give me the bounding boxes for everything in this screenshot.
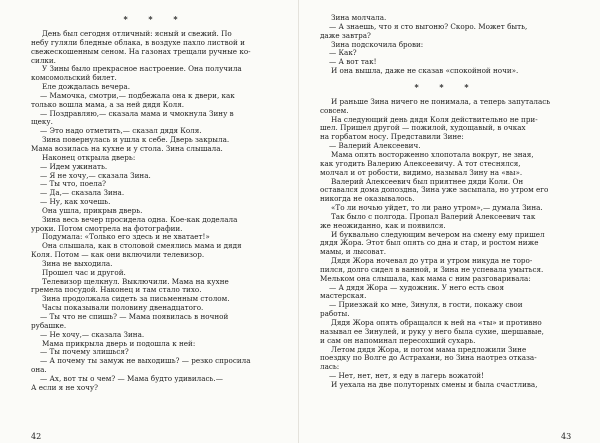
text-line: мастерская. <box>320 292 367 301</box>
text-line: щеку. <box>31 118 53 127</box>
text-line: — Ты почему злишься? <box>40 348 129 357</box>
text-line: же неожиданно, как и появился. <box>320 221 446 230</box>
book-gutter <box>298 0 299 443</box>
text-line: Она ушла, прикрыв дверь. <box>42 206 143 215</box>
text-line: — Мамочка, смотри,— подбежала она к двери, как <box>40 91 235 100</box>
text-line: Зина не выходила. <box>42 259 113 268</box>
text-line: День был сегодня отличный: ясный и свежий. По <box>42 30 232 38</box>
section-separator: * * * <box>414 81 478 92</box>
text-line: Дядя Жора ночевал до утра и утром никуда не торо- <box>331 257 533 266</box>
text-line: — Ты что, поела? <box>40 180 106 189</box>
left-page <box>31 14 279 439</box>
text-line: На следующий день дядя Коля действительно не при- <box>331 115 538 124</box>
text-line: Она слышала, как в столовой смеялись мама и дядя <box>42 242 242 251</box>
text-line: уроки. Потом смотрела на фотографии. <box>31 224 183 233</box>
text-line: работы. <box>320 310 350 319</box>
text-line: «То ли ночью уйдет, то ли рано утром»,— думала Зина. <box>331 204 543 213</box>
text-line: поездку по Волге до Астрахани, но Зина наотрез отказа- <box>320 354 537 363</box>
text-line: Так было с полгода. Пропал Валерий Алексеевич так <box>331 212 536 221</box>
text-line: Мельком она слышала, как мама с ним разговаривала: <box>320 274 531 283</box>
text-line: Мама опять восторженно хлопотала вокруг, не зная, <box>331 150 534 159</box>
text-line: — Ты что не спишь? — Мама появилась в ночной <box>40 313 229 321</box>
text-line: на горбатом носу. Представили Зине: <box>320 133 464 142</box>
text-line: только вошла мама, а за ней дядя Коля. <box>31 100 185 109</box>
text-line: оставался дома допоздна, Зина уже засыпала, но утром его <box>320 186 549 195</box>
right-page-text-top <box>320 14 572 76</box>
text-line: Валерий Алексеевич был приятнее дяди Коли. Он <box>331 177 524 186</box>
text-line: — А почему ты замуж не выходишь? — резко спросила <box>40 357 251 366</box>
text-line: И она вышла, даже не сказав «спокойной ночи». <box>331 67 519 76</box>
right-page <box>320 14 572 439</box>
text-line: — А знаешь, что я сто выгоню? Скоро. Может быть, <box>329 22 528 31</box>
text-line: Наконец открыла дверь: <box>42 153 136 162</box>
text-line: Зина молчала. <box>331 14 387 22</box>
text-line: комсомольский билет. <box>31 74 117 83</box>
text-line: Летом дядя Жора, и потом мама предложили Зине <box>331 345 527 354</box>
text-line: Зина продолжала сидеть за письменным столом. <box>42 295 230 304</box>
text-line: и сам он напоминал пересохший сухарь. <box>320 336 476 345</box>
text-line: — Ах, вот ты о чем? — Мама будто удивилась.— <box>40 374 223 383</box>
text-line: Мама возилась на кухне и у стола. Зина слышала. <box>31 144 223 153</box>
page-number-right: 43 <box>561 432 572 441</box>
text-line: даже завтра? <box>320 31 371 40</box>
text-line: Зина весь вечер просидела одна. Кое-как доделала <box>42 215 238 224</box>
text-line: Телевизор щелкнул. Выключили. Мама на кухне <box>42 277 229 286</box>
text-line: дядя Жора. Этот был опять со дна и стар, и ростом ниже <box>320 239 539 248</box>
text-line: — Ну, как хочешь. <box>40 198 111 207</box>
text-line: У Зины было прекрасное настроение. Она получила <box>42 65 242 74</box>
text-line: как угодить Валерию Алексеевичу. А тот стеснялся, <box>320 159 521 168</box>
text-line: никогда не оказывалось. <box>320 195 415 204</box>
right-page-text-bottom <box>320 98 572 390</box>
text-line: Дядя Жора опять обращался к ней на «ты» и противно <box>331 319 542 327</box>
text-line: — Идем ужинать. <box>40 162 108 171</box>
section-separator: * * * <box>123 14 187 24</box>
text-line: свежескошенным сеном. На газонах трещали ручные ко- <box>31 47 251 56</box>
text-line: называл ее Зинулей, и руку у него была сухие, шершавые, <box>320 327 544 336</box>
text-line: Еле дождалась вечера. <box>42 83 130 92</box>
text-line: мамы, и лысоват. <box>320 248 387 257</box>
text-line: И уехала на две полуторных смены и была счастлива, <box>331 380 538 389</box>
text-line: — Нет, нет, нет, я еду в лагерь вожатой! <box>329 372 484 381</box>
text-line: Подумала: «Только его здесь и не хватает!» <box>42 233 210 242</box>
text-line: И раньше Зина ничего не понимала, а теперь запуталась <box>331 97 551 106</box>
text-line: — Приезжай ко мне, Зинуля, в гости, покажу свои <box>329 301 523 310</box>
text-line: — А дядя Жора — художник. У него есть своя <box>329 283 505 292</box>
text-line: Зина подскочила брови: <box>331 40 424 49</box>
text-line: рубашке. <box>31 321 67 330</box>
text-line: шел. Пришел другой — пожилой, худощавый, в очках <box>320 124 526 133</box>
text-line: Мама прикрыла дверь и подошла к ней: <box>42 339 196 348</box>
text-line: — А вот так! <box>329 58 377 67</box>
text-line: силки. <box>31 56 56 65</box>
text-line: гремела посудой. Наконец и там стало тихо. <box>31 286 202 295</box>
text-line: А если я не хочу? <box>31 383 99 392</box>
text-line: небу гуляли бледные облака, в воздухе пахло листвой и <box>31 38 245 47</box>
text-line: она. <box>31 366 47 375</box>
text-line: — Я не хочу,— сказала Зина. <box>40 171 151 180</box>
text-line: — Не хочу,— сказала Зина. <box>40 330 145 339</box>
left-page-text <box>31 30 279 393</box>
text-line: пился, долго сидел в ванной, и Зина не успевала умыться. <box>320 265 544 274</box>
text-line: лась: <box>320 363 340 372</box>
text-line: — Да,— сказала Зина. <box>40 189 125 198</box>
text-line: совсем. <box>320 106 349 115</box>
text-line: Коля. Потом — как они включили телевизор. <box>31 251 205 260</box>
text-line: Зина повернулась и ушла к себе. Дверь закрыла. <box>42 136 230 145</box>
text-line: Прошел час и другой. <box>42 268 126 277</box>
text-line: молчал и от робости, видимо, называл Зину на «вы». <box>320 168 523 177</box>
text-line: — Как? <box>329 49 357 58</box>
text-line: И буквально следующим вечером на смену ему пришел <box>331 230 545 239</box>
text-line: — Поздравляю,— сказала мама и чмокнула Зину в <box>40 109 234 118</box>
text-line: — Это надо отметить,— сказал дядя Коля. <box>40 127 202 136</box>
text-line: — Валерий Алексеевич. <box>329 142 421 151</box>
page-number-left: 42 <box>31 432 42 441</box>
text-line: Часы показывали половину двенадцатого. <box>42 304 204 313</box>
